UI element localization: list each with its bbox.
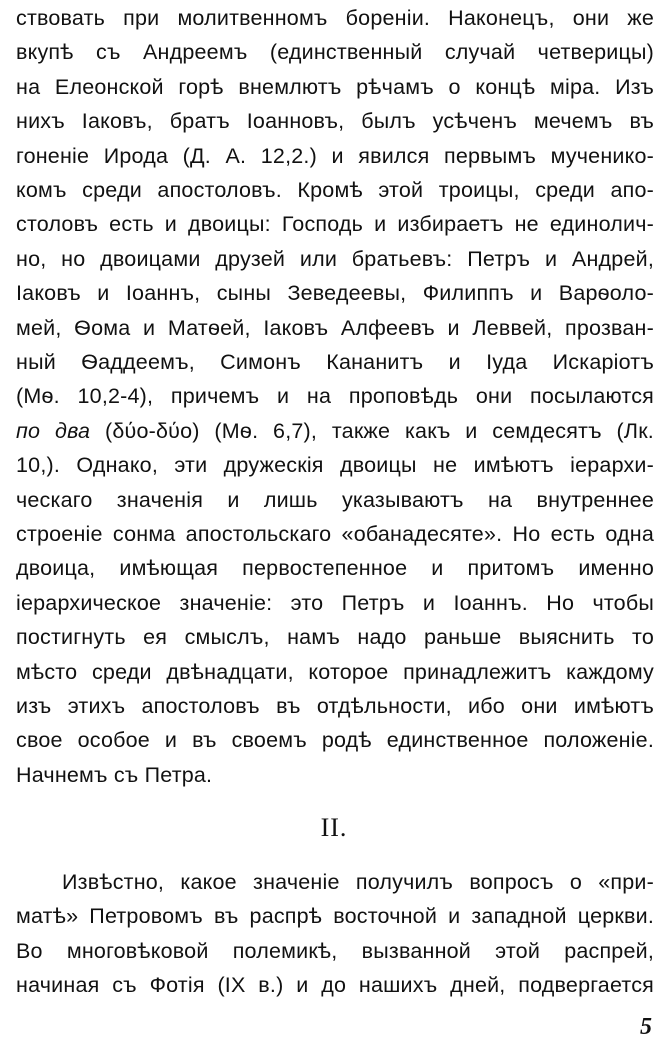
text-line: Во многовѣковой полемикѣ, вызванной этой распрей, xyxy=(16,938,654,963)
text-line: строеніе сонма апостольскаго «обанадесяте». Но есть одна xyxy=(16,522,654,546)
text-line: постигнуть ея смыслъ, намъ надо раньше выяснить то xyxy=(16,625,654,650)
text-line: свое особое и въ своемъ родѣ единственное положеніе. xyxy=(16,728,654,753)
text-span: (δύο-δύο) (Мѳ. 6,7), также какъ и семдесятъ (Лк. xyxy=(90,418,654,443)
text-line: изъ этихъ апостоловъ въ отдѣльности, ибо они имѣютъ xyxy=(16,694,654,718)
text-line: нихъ Іаковъ, братъ Іоанновъ, былъ усѣченъ мечемъ въ xyxy=(16,109,654,134)
text-line: ствовать при молитвенномъ бореніи. Наконецъ, они же xyxy=(16,6,654,30)
text-line: на Елеонской горѣ внемлютъ рѣчамъ о концѣ міра. Изъ xyxy=(16,74,654,99)
text-line: Начнемъ съ Петра. xyxy=(16,762,213,787)
text-line: Извѣстно, какое значеніе получилъ вопросъ о «при- xyxy=(62,870,654,894)
text-line: двоица, имѣющая первостепенное и притомъ именно xyxy=(16,556,654,581)
text-line: Іаковъ и Іоаннъ, сыны Зеведеевы, Филиппъ и Варѳоло- xyxy=(16,281,654,306)
text-line: ный Ѳаддеемъ, Симонъ Кананитъ и Іуда Искаріотъ xyxy=(16,350,654,374)
section-heading: II. xyxy=(320,813,348,843)
text-line: но, но двоицами друзей или братьевъ: Петръ и Андрей, xyxy=(16,246,654,271)
text-line: мей, Ѳома и Матѳей, Іаковъ Алфеевъ и Леввей, прозван- xyxy=(16,315,654,340)
text-line-with-italic xyxy=(16,417,654,445)
page-number: 5 xyxy=(640,1013,652,1040)
text-line: мѣсто среди двѣнадцати, которое принадлежитъ каждому xyxy=(16,659,654,684)
text-line: 10,). Однако, эти дружескія двоицы не имѣютъ іерархи- xyxy=(16,453,654,478)
text-line: (Мѳ. 10,2-4), причемъ и на проповѣдь они посылаются xyxy=(16,384,654,409)
text-line: комъ среди апостоловъ. Кромѣ этой троицы, среди апо- xyxy=(16,178,654,202)
text-line: столовъ есть и двоицы: Господь и избираетъ не единолич- xyxy=(16,212,654,237)
text-line: ческаго значенія и лишь указываютъ на внутреннее xyxy=(16,487,654,512)
text-line: начиная съ Фотія (IX в.) и до нашихъ дней, подвергается xyxy=(16,973,654,998)
italic-phrase: по два xyxy=(16,418,91,443)
text-line: гоненіе Ирода (Д. А. 12,2.) и явился первымъ мученико- xyxy=(16,143,654,168)
text-line: іерархическое значеніе: это Петръ и Іоаннъ. Но чтобы xyxy=(16,590,654,615)
text-line: вкупѣ съ Андреемъ (единственный случай четверицы) xyxy=(16,40,654,65)
text-line: матѣ» Петровомъ въ распрѣ восточной и западной церкви. xyxy=(16,904,654,929)
